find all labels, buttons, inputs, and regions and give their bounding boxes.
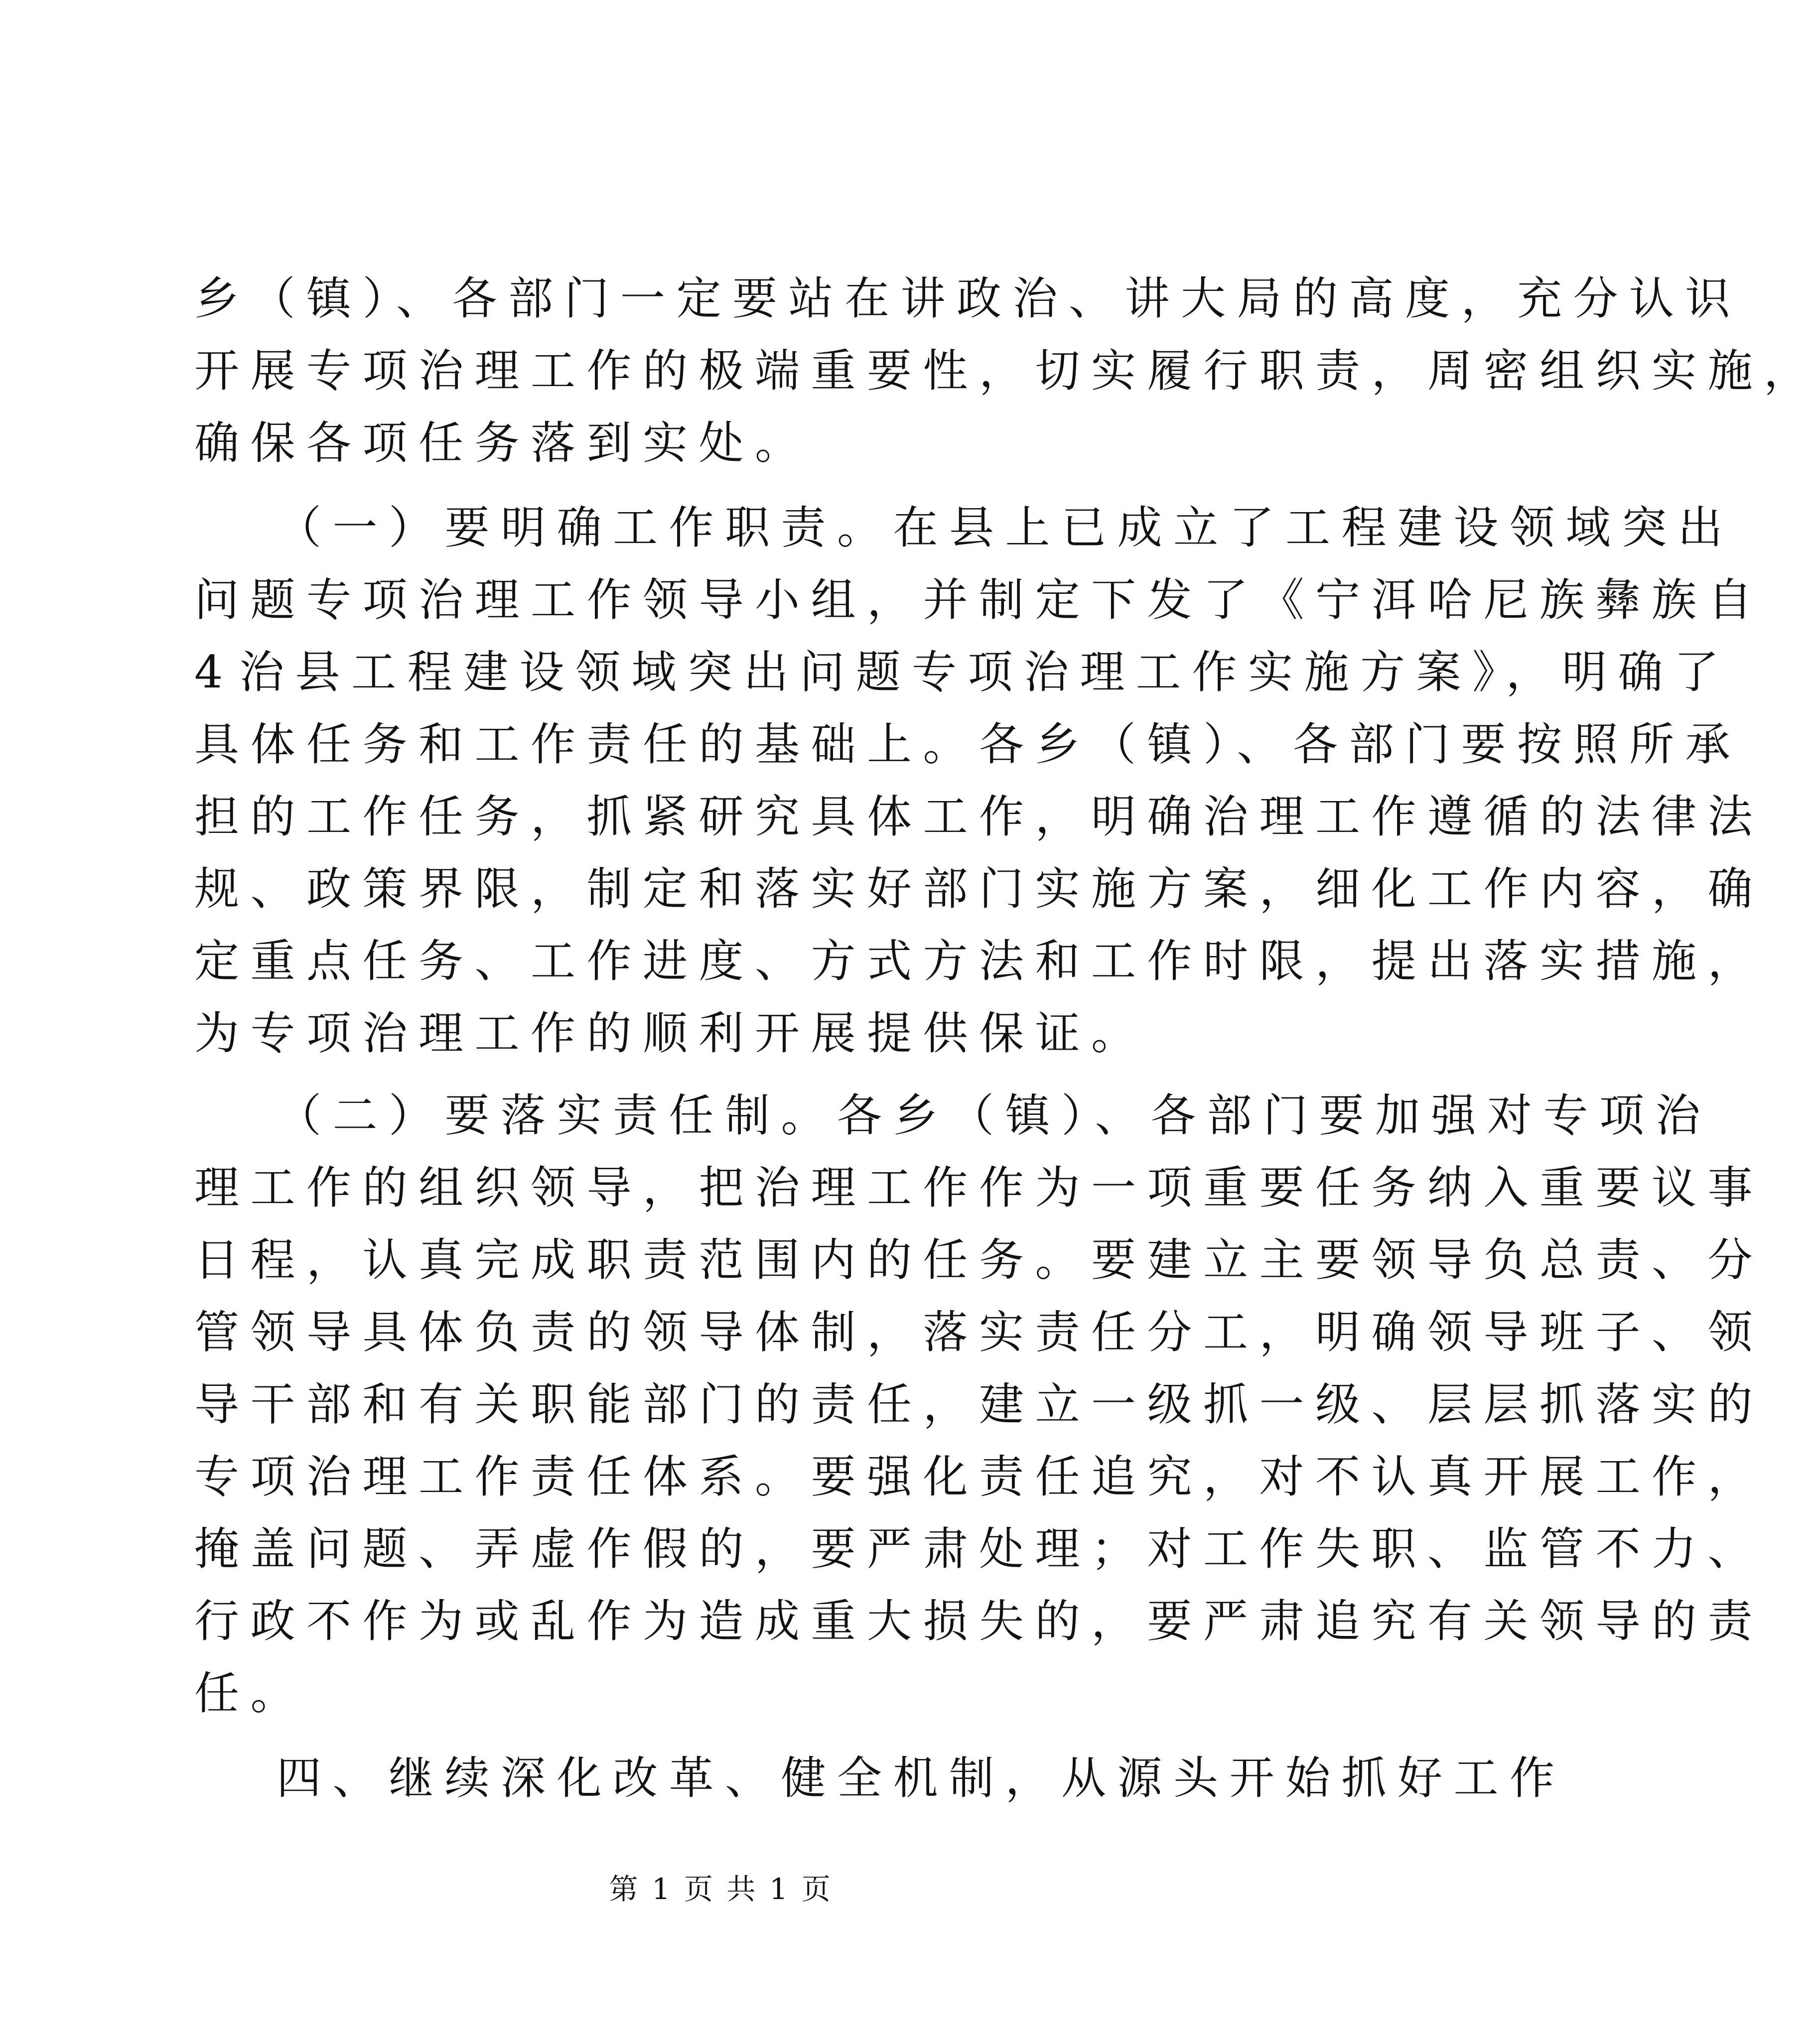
text-line bbox=[0, 493, 1734, 563]
line-text: 定重点任务、工作进度、方式方法和工作时限，提出落实措施， bbox=[194, 935, 1764, 987]
line-text: 专项治理工作责任体系。要强化责任追究，对不认真开展工作， bbox=[194, 1451, 1764, 1503]
line-text: 治县工程建设领域突出问题专项治理工作实施方案》，明确了 bbox=[239, 646, 1730, 698]
text-line bbox=[0, 336, 1820, 406]
line-text: 开展专项治理工作的极端重要性，切实履行职责，周密组织实施， bbox=[194, 345, 1820, 397]
line-text: 确保各项任务落到实处。 bbox=[194, 417, 811, 469]
text-line bbox=[0, 710, 1741, 780]
section-heading bbox=[0, 1744, 1566, 1813]
text-line bbox=[0, 408, 1442, 478]
margin-line-number: 4 bbox=[194, 646, 234, 698]
page-footer: 第 1 页 共 1 页 bbox=[609, 1872, 833, 1906]
text-line bbox=[0, 1442, 1764, 1512]
text-line bbox=[0, 999, 1442, 1069]
line-text: 为专项治理工作的顺利开展提供保证。 bbox=[194, 1007, 1147, 1060]
text-line bbox=[0, 1587, 1764, 1656]
line-text: 理工作的组织领导，把治理工作作为一项重要任务纳入重要议事 bbox=[194, 1162, 1764, 1214]
line-text: 问题专项治理工作领导小组，并制定下发了《宁洱哈尼族彝族自 bbox=[194, 574, 1764, 626]
text-line bbox=[0, 264, 1741, 334]
line-text: 日程，认真完成职责范围内的任务。要建立主要领导负总责、分 bbox=[194, 1234, 1764, 1286]
line-text: 任。 bbox=[194, 1667, 306, 1720]
line-text: 掩盖问题、弄虚作假的，要严肃处理；对工作失职、监管不力、 bbox=[194, 1523, 1764, 1575]
text-line bbox=[0, 1659, 1442, 1729]
line-text: 规、政策界限，制定和落实好部门实施方案，细化工作内容，确 bbox=[194, 863, 1764, 915]
line-text: 行政不作为或乱作为造成重大损失的，要严肃追究有关领导的责 bbox=[194, 1595, 1764, 1647]
line-text: 管领导具体负责的领导体制，落实责任分工，明确领导班子、领 bbox=[194, 1306, 1764, 1359]
text-line bbox=[0, 1370, 1764, 1440]
text-line bbox=[0, 927, 1764, 996]
text-line bbox=[0, 1081, 1711, 1151]
text-line bbox=[0, 1153, 1764, 1223]
line-text: 具体任务和工作责任的基础上。各乡（镇）、各部门要按照所承 bbox=[194, 718, 1741, 771]
text-line bbox=[0, 565, 1764, 635]
line-text: （一）要明确工作职责。在县上已成立了工程建设领域突出 bbox=[277, 502, 1734, 554]
line-text: 四、继续深化改革、健全机制，从源头开始抓好工作 bbox=[277, 1752, 1566, 1804]
line-text: 导干部和有关职能部门的责任，建立一级抓一级、层层抓落实的 bbox=[194, 1378, 1764, 1431]
text-line bbox=[0, 1514, 1764, 1584]
text-line bbox=[0, 1298, 1764, 1367]
text-line bbox=[0, 782, 1764, 852]
text-line bbox=[0, 638, 1730, 707]
line-text: 乡（镇）、各部门一定要站在讲政治、讲大局的高度，充分认识 bbox=[194, 272, 1741, 325]
line-text: （二）要落实责任制。各乡（镇）、各部门要加强对专项治 bbox=[277, 1089, 1711, 1142]
text-line bbox=[0, 854, 1764, 924]
text-line bbox=[0, 1225, 1764, 1295]
line-text: 担的工作任务，抓紧研究具体工作，明确治理工作遵循的法律法 bbox=[194, 791, 1764, 843]
